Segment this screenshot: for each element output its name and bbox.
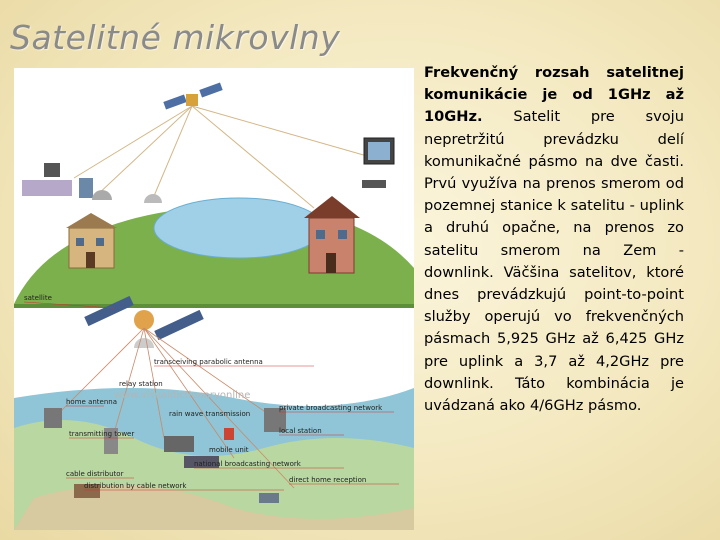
label-distribution: distribution by cable network	[84, 482, 187, 490]
label-local-station: local station	[279, 427, 322, 435]
body-text-bold: Frekvenčný rozsah satelitnej komunikácie je od 1GHz až 10GHz.	[424, 64, 684, 126]
left-house	[66, 213, 117, 268]
label-rain: rain wave transmission	[169, 410, 251, 418]
label-national-network: national broadcasting network	[194, 460, 301, 468]
label-mobile-unit: mobile unit	[209, 446, 249, 454]
label-home-antenna: home antenna	[66, 398, 118, 406]
label-transceiving: transceiving parabolic antenna	[154, 358, 263, 366]
right-house	[304, 196, 360, 273]
television	[362, 138, 394, 188]
slide-body-text	[424, 62, 684, 417]
satellite-top	[163, 82, 222, 109]
lake	[154, 198, 324, 258]
label-relay: relay station	[119, 380, 163, 388]
label-satellite: satellite	[24, 294, 52, 302]
body-text-rest: Satelit pre svoju nepretržitú prevádzku delí komunikačné pásmo na dve časti. Prvú využíva na prenos smerom od pozemnej stanice k satelitu - uplink a druhú opačne, na prenos zo satelitu smerom na Zem - downlink. Väčšina satelitov, ktoré dnes prevádzkujú point-to-point služby operujú vo frekvenčných pásmach 5,925 GHz až 6,425 GHz pre uplink a 3,7 až 4,2GHz pre downlink. Táto kombinácia je uvádzaná ako 4/6GHz pásmo.	[424, 108, 684, 415]
label-private-broadcasting: private broadcasting network	[279, 404, 383, 412]
slide-title: Satelitné mikrovlny	[10, 18, 341, 57]
office-desk	[22, 163, 93, 198]
satellite-illustration	[14, 68, 414, 530]
label-transmitting-tower: transmitting tower	[69, 430, 135, 438]
label-direct-home: direct home reception	[289, 476, 367, 484]
label-cable-distributor: cable distributor	[66, 470, 124, 478]
satellite-diagram	[14, 68, 414, 530]
bottom-diagram	[14, 294, 414, 530]
watermark: www.visualdictionaryonline	[114, 390, 251, 401]
top-scene	[14, 82, 414, 308]
